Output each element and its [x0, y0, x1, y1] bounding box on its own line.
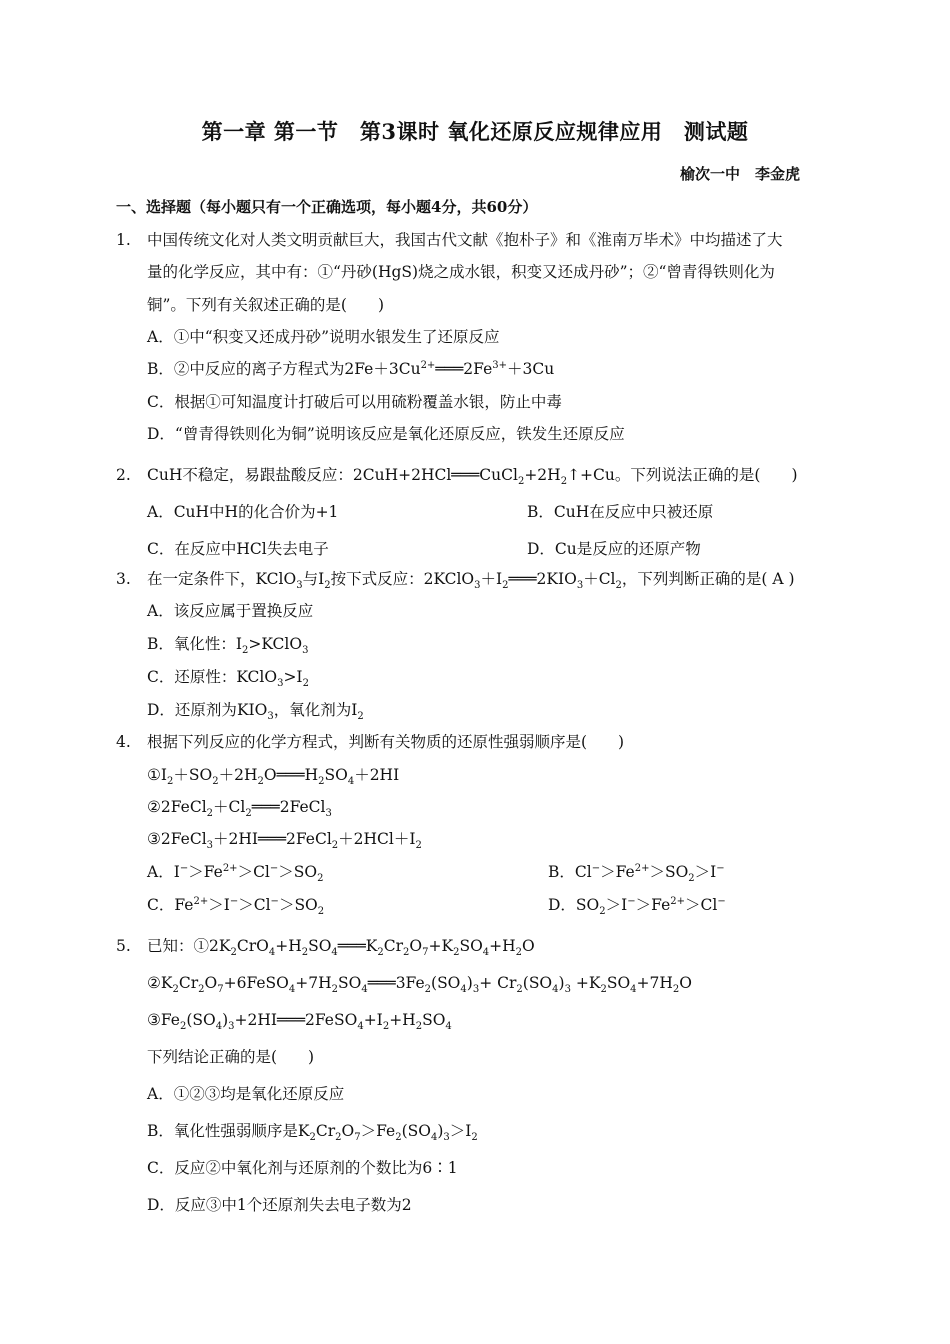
q3-option-d: D．还原剂为$KIO_3$，氧化剂为$I_2$ [147, 701, 364, 723]
q5-option-c: C．反应②中氧化剂与还原剂的个数比为6∶1 [147, 1159, 458, 1177]
q5-option-d: D．反应③中1个还原剂失去电子数为2 [147, 1196, 412, 1214]
q2-option-d: D．Cu是反应的还原产物 [527, 540, 701, 558]
q3-stem: 在一定条件下，KClO$_3$与$I_2$按下式反应：$2KClO_3+I_2═══2KIO_3+Cl_2$，下列判断正确的是( A ) [147, 570, 795, 592]
q4-reaction-1: $①I_2+SO_2+2H_2O═══H_2SO_4+2HI$ [147, 766, 400, 788]
q1-stem-line1: 中国传统文化对人类文明贡献巨大，我国古代文献《抱朴子》和《淮南万毕术》中均描述了大 [147, 231, 783, 249]
q5-number: 5. [116, 937, 131, 955]
q5-reaction-2: $②K_2Cr_2O_7+6FeSO_4+7H_2SO_4═══3Fe_2(SO_4)_3+ Cr_2(SO_4)_3 +K_2SO_4+7H_2O$ [147, 974, 692, 996]
q1-stem-line3: 铜”。下列有关叙述正确的是( ) [147, 296, 385, 314]
q4-number: 4. [116, 733, 131, 751]
page-title: 第一章 第一节 第3课时 氧化还原反应规律应用 测试题 [201, 119, 749, 144]
q3-option-c: C．还原性：$KClO_3>I_2$ [147, 668, 309, 690]
q2-stem: CuH不稳定，易跟盐酸反应：$2CuH+2HCl═══CuCl_2+2H_2↑+Cu$。下列说法正确的是( ) [147, 466, 798, 488]
q4-reaction-2: $②2FeCl_2+Cl_2═══2FeCl_3$ [147, 798, 332, 820]
q3-number: 3. [116, 570, 131, 588]
q1-number: 1. [116, 231, 131, 249]
q1-option-d: D．“曾青得铁则化为铜”说明该反应是氧化还原反应，铁发生还原反应 [147, 425, 625, 443]
q4-stem: 根据下列反应的化学方程式，判断有关物质的还原性强弱顺序是( ) [147, 733, 625, 751]
q5-option-b: B．氧化性强弱顺序是$K_2Cr_2O_7>Fe_2(SO_4)_3>I_2$ [147, 1122, 478, 1144]
q5-reaction-1: 已知：$①2K_2CrO_4+H_2SO_4═══K_2Cr_2O_7+K_2SO_4+H_2O$ [147, 937, 535, 959]
q3-option-a: A．该反应属于置换反应 [147, 602, 314, 620]
q4-option-d: D．$SO_2>I^->Fe^{2+}>Cl^-$ [548, 895, 726, 918]
q1-option-c: C．根据①可知温度计打破后可以用硫粉覆盖水银，防止中毒 [147, 393, 562, 411]
q4-option-c: C．$Fe^{2+}>I^->Cl^->SO_2$ [147, 895, 325, 918]
q4-option-a: A．$I^->Fe^{2+}>Cl^->SO_2$ [147, 862, 324, 885]
q5-option-a: A．①②③均是氧化还原反应 [147, 1085, 345, 1103]
q1-option-a: A．①中“积变又还成丹砂”说明水银发生了还原反应 [147, 328, 500, 346]
q2-number: 2. [116, 466, 131, 484]
q4-option-b: B．$Cl^->Fe^{2+}>SO_2>I^-$ [548, 862, 725, 885]
section-heading: 一、选择题（每小题只有一个正确选项，每小题4分，共60分） [116, 198, 538, 216]
q5-reaction-3: $③Fe_2(SO_4)_3+2HI═══2FeSO_4+I_2+H_2SO_4$ [147, 1011, 452, 1033]
q3-option-b: B．氧化性：$I_2>KClO_3$ [147, 635, 309, 657]
q1-option-b: B．②中反应的离子方程式为$2Fe+3Cu^{2+}═══2Fe^{3+}+3Cu$ [147, 359, 555, 378]
q2-option-a: A．CuH中H的化合价为+1 [147, 503, 339, 521]
q5-ask: 下列结论正确的是( ) [147, 1048, 315, 1066]
q4-reaction-3: $③2FeCl_3+2HI═══2FeCl_2+2HCl+I_2$ [147, 830, 422, 852]
q2-option-c: C．在反应中HCl失去电子 [147, 540, 329, 558]
q1-stem-line2: 量的化学反应，其中有：①“丹砂(HgS)烧之成水银，积变又还成丹砂”；②“曾青得铁则化为 [147, 263, 775, 281]
q2-option-b: B．CuH在反应中只被还原 [527, 503, 714, 521]
author: 榆次一中 李金虎 [679, 165, 800, 183]
